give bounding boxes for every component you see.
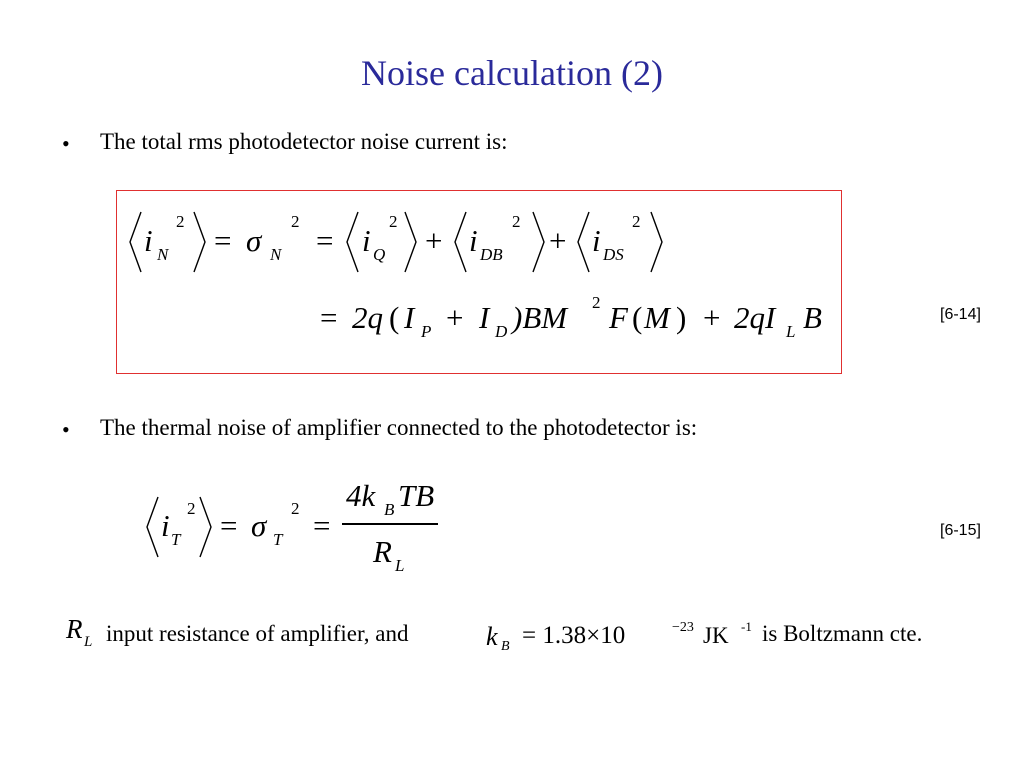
math-equals: = [313,508,331,543]
math-sup-2: 2 [632,212,641,231]
math-sub-N: N [157,245,169,264]
math-TB: TB [398,478,435,513]
footer-text-1: input resistance of amplifier, and [106,621,409,646]
math-2q: 2q [352,300,383,335]
math-R: R [66,614,83,644]
math-sup-2: 2 [291,499,300,518]
math-I: I [404,300,415,335]
math-R: R [373,534,392,569]
math-equals: = [316,223,334,258]
math-equals: = [320,300,338,335]
math-equals: = [220,508,238,543]
math-lparen: ( [632,300,643,335]
math-M: M [644,300,670,335]
math-I: I [479,300,490,335]
math-2qI: 2qI [734,300,776,335]
math-sup-2: 2 [291,212,300,231]
math-sigma: σ [246,223,262,258]
equation-number-6-15: [6-15] [940,522,981,539]
math-sup-2: 2 [187,499,196,518]
math-sub-D: D [495,322,508,341]
math-sub-L: L [84,634,93,650]
math-lparen: ( [389,300,400,335]
fraction-line [342,523,438,525]
slide-title: Noise calculation (2) [361,53,663,93]
bullet-marker: • [62,417,70,442]
math-4k: 4k [346,478,376,513]
math-sub-T: T [171,530,181,549]
math-i: i [161,508,170,543]
bullet-text-1: The total rms photodetector noise current is: [100,129,508,154]
equation-number-6-14: [6-14] [940,306,981,323]
boltzmann-value: = 1.38×10 [522,622,626,649]
math-sup-2: 2 [592,293,601,312]
math-sub-N: N [270,245,282,264]
math-rparen: ) [676,300,687,335]
boltzmann-unit: JK [703,623,729,648]
math-sub-L: L [786,322,796,341]
boltzmann-exponent: −23 [672,620,694,635]
math-sub-L: L [395,556,405,575]
math-sub-Q: Q [373,245,386,264]
bullet-text-2: The thermal noise of amplifier connected to the photodetector is: [100,415,698,440]
math-i: i [144,223,153,258]
math-equals: = [214,223,232,258]
footer-text-2: is Boltzmann cte. [762,621,923,646]
math-plus: + [425,223,443,258]
math-plus: + [549,223,567,258]
math-B: B [803,300,822,335]
math-k: k [486,622,498,651]
math-sub-T: T [273,530,283,549]
math-sup-2: 2 [176,212,185,231]
math-sub-DS: DS [603,245,624,264]
boltzmann-unit-exponent: -1 [741,619,752,634]
math-sub-B: B [384,500,395,519]
math-F: F [609,300,628,335]
math-plus: + [703,300,721,335]
math-sub-B: B [501,639,510,654]
math-i: i [592,223,601,258]
math-sub-DB: DB [480,245,503,264]
math-sup-2: 2 [512,212,521,231]
math-plus: + [446,300,464,335]
math-rparen-BM: )BM [512,300,568,335]
bullet-marker: • [62,131,70,156]
math-i: i [469,223,478,258]
math-i: i [362,223,371,258]
math-sup-2: 2 [389,212,398,231]
math-sub-P: P [421,322,432,341]
math-sigma: σ [251,508,267,543]
